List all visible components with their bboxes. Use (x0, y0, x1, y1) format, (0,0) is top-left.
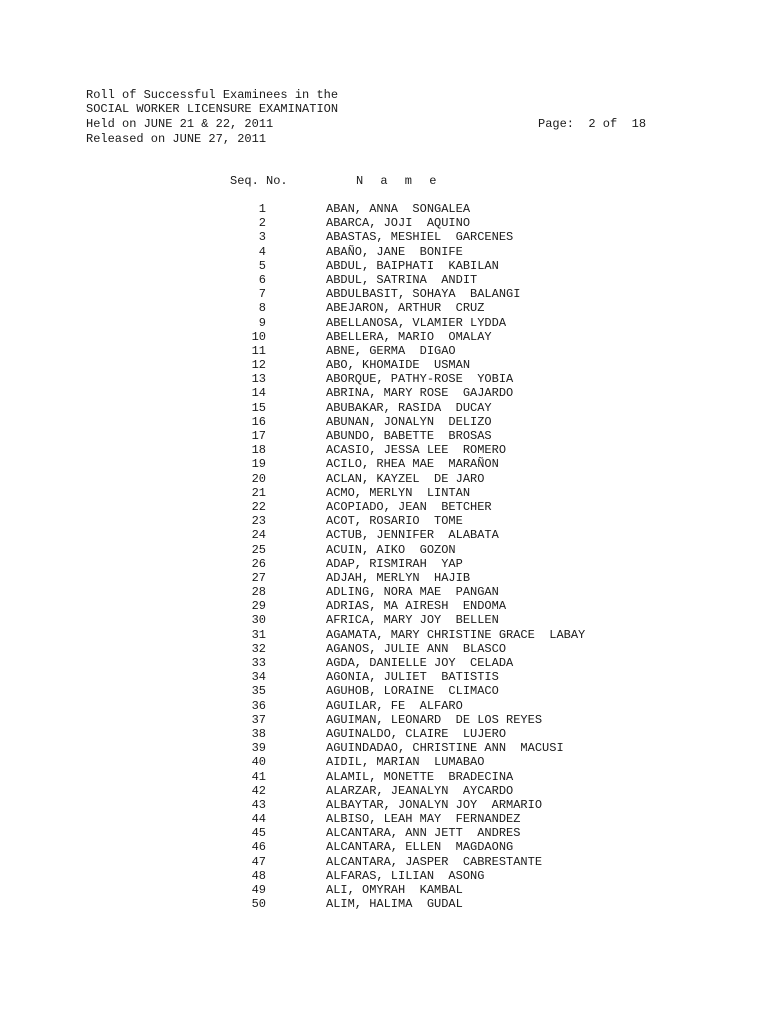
examinee-name: ACOPIADO, JEAN BETCHER (326, 499, 492, 514)
examinee-row (0, 202, 768, 216)
examinee-name: AGUHOB, LORAINE CLIMACO (326, 684, 499, 699)
seq-number: 5 (258, 258, 266, 273)
examinee-name: ALAMIL, MONETTE BRADECINA (326, 769, 514, 784)
seq-number: 24 (251, 528, 266, 543)
examinee-row (0, 869, 768, 883)
seq-number: 42 (251, 783, 266, 798)
examinee-name: ACILO, RHEA MAE MARAÑON (326, 457, 499, 472)
seq-number: 4 (258, 244, 266, 259)
seq-number: 49 (251, 883, 266, 897)
examinee-row (0, 571, 768, 585)
examinee-name: AGUIMAN, LEONARD DE LOS REYES (326, 712, 543, 727)
examinee-row (0, 245, 768, 259)
examinee-row (0, 840, 768, 854)
seq-number: 2 (258, 216, 266, 231)
seq-number: 26 (251, 556, 266, 571)
examinee-row (0, 656, 768, 670)
seq-number: 31 (251, 627, 266, 642)
examinee-name: ABUBAKAR, RASIDA DUCAY (326, 400, 492, 415)
examinee-row (0, 528, 768, 542)
examinee-row (0, 557, 768, 571)
examinee-name: ACASIO, JESSA LEE ROMERO (326, 443, 507, 458)
examinee-name: ABEJARON, ARTHUR CRUZ (326, 301, 485, 316)
examinee-row (0, 599, 768, 613)
release-date: Released on JUNE 27, 2011 (86, 132, 267, 146)
examinee-row (0, 741, 768, 755)
seq-number: 46 (251, 840, 266, 855)
seq-number: 15 (251, 400, 266, 415)
examinee-name: ABASTAS, MESHIEL GARCENES (326, 230, 514, 245)
examinee-row (0, 457, 768, 471)
examinee-row (0, 429, 768, 443)
examinee-row (0, 798, 768, 812)
examinee-row (0, 330, 768, 344)
examinee-row (0, 443, 768, 457)
examinee-row (0, 230, 768, 244)
examinee-name: ABDULBASIT, SOHAYA BALANGI (326, 287, 521, 302)
examinee-row (0, 472, 768, 486)
seq-number: 7 (258, 287, 266, 302)
examinee-row (0, 670, 768, 684)
examinee-name: ABELLANOSA, VLAMIER LYDDA (326, 315, 507, 330)
seq-number: 25 (251, 542, 266, 557)
examinee-name: ABAN, ANNA SONGALEA (326, 202, 471, 216)
page-indicator: Page: 2 of 18 (538, 117, 647, 131)
examinee-row (0, 301, 768, 315)
seq-number: 27 (251, 570, 266, 585)
examinee-row (0, 259, 768, 273)
examinee-row (0, 755, 768, 769)
seq-number: 22 (251, 499, 266, 514)
seq-number: 9 (258, 315, 266, 330)
examinee-row (0, 514, 768, 528)
examinee-row (0, 684, 768, 698)
seq-number: 39 (251, 741, 266, 756)
seq-number: 21 (251, 485, 266, 500)
exam-name: SOCIAL WORKER LICENSURE EXAMINATION (86, 102, 339, 116)
seq-number: 19 (251, 457, 266, 472)
seq-number: 20 (251, 471, 266, 486)
seq-number: 36 (251, 698, 266, 713)
examinee-row (0, 344, 768, 358)
examinee-row (0, 770, 768, 784)
seq-number: 28 (251, 585, 266, 600)
seq-number: 34 (251, 670, 266, 685)
seq-number: 29 (251, 599, 266, 614)
seq-number: 37 (251, 712, 266, 727)
examinee-row (0, 486, 768, 500)
examinee-name: ADJAH, MERLYN HAJIB (326, 570, 471, 585)
examinee-name: ALCANTARA, ELLEN MAGDAONG (326, 840, 514, 855)
seq-number: 10 (251, 329, 266, 344)
seq-number: 23 (251, 514, 266, 529)
seq-number: 17 (251, 429, 266, 443)
seq-number: 16 (251, 414, 266, 429)
examinee-name: ABAÑO, JANE BONIFE (326, 244, 463, 259)
examinee-name: ACTUB, JENNIFER ALABATA (326, 528, 499, 543)
examinee-name: ALFARAS, LILIAN ASONG (326, 868, 485, 883)
examinee-name: ADAP, RISMIRAH YAP (326, 556, 463, 571)
document-title-line: Roll of Successful Examinees in the (86, 88, 339, 102)
seq-number: 43 (251, 797, 266, 812)
examinee-list (0, 202, 768, 911)
name-column-header: N a m e (356, 174, 442, 188)
examinee-name: ALBAYTAR, JONALYN JOY ARMARIO (326, 797, 543, 812)
examinee-row (0, 883, 768, 897)
seq-number: 30 (251, 613, 266, 628)
seq-number: 38 (251, 726, 266, 741)
seq-number: 44 (251, 812, 266, 827)
examinee-name: AGUINALDO, CLAIRE LUJERO (326, 726, 507, 741)
examinee-name: AFRICA, MARY JOY BELLEN (326, 613, 499, 628)
examinee-row (0, 699, 768, 713)
examinee-name: ALIM, HALIMA GUDAL (326, 897, 463, 912)
examinee-name: AIDIL, MARIAN LUMABAO (326, 755, 485, 770)
examinee-row (0, 642, 768, 656)
examinee-name: ACMO, MERLYN LINTAN (326, 485, 471, 500)
examinee-row (0, 543, 768, 557)
examinee-name: ALI, OMYRAH KAMBAL (326, 883, 463, 897)
examinee-name: ACOT, ROSARIO TOME (326, 514, 463, 529)
examinee-name: ABNE, GERMA DIGAO (326, 343, 456, 358)
examinee-row (0, 358, 768, 372)
seq-number: 12 (251, 358, 266, 373)
examinee-row (0, 287, 768, 301)
examinee-name: AGANOS, JULIE ANN BLASCO (326, 641, 507, 656)
examinee-name: ALCANTARA, JASPER CABRESTANTE (326, 854, 543, 869)
examinee-row (0, 585, 768, 599)
seq-number: 33 (251, 656, 266, 670)
examinee-row (0, 897, 768, 911)
examinee-name: AGONIA, JULIET BATISTIS (326, 670, 499, 685)
seq-number: 3 (258, 230, 266, 245)
examinee-row (0, 372, 768, 386)
examinee-name: ABORQUE, PATHY-ROSE YOBIA (326, 372, 514, 387)
examinee-row (0, 713, 768, 727)
examinee-name: ALARZAR, JEANALYN AYCARDO (326, 783, 514, 798)
examinee-row (0, 855, 768, 869)
held-date: Held on JUNE 21 & 22, 2011 (86, 117, 274, 131)
seq-number: 1 (258, 202, 266, 216)
seq-number: 50 (251, 897, 266, 912)
seq-number: 11 (251, 343, 266, 358)
seq-number: 45 (251, 826, 266, 841)
seq-number: 48 (251, 868, 266, 883)
examinee-name: ALBISO, LEAH MAY FERNANDEZ (326, 812, 521, 827)
examinee-row (0, 415, 768, 429)
examinee-name: AGDA, DANIELLE JOY CELADA (326, 656, 514, 670)
seq-number: 14 (251, 386, 266, 401)
examinee-name: ABELLERA, MARIO OMALAY (326, 329, 492, 344)
examinee-row (0, 613, 768, 627)
examinee-row (0, 500, 768, 514)
examinee-row (0, 386, 768, 400)
examinee-row (0, 812, 768, 826)
examinee-row (0, 727, 768, 741)
examinee-name: ABARCA, JOJI AQUINO (326, 216, 471, 231)
seq-number: 47 (251, 854, 266, 869)
seq-number: 6 (258, 272, 266, 287)
examinee-name: ACUIN, AIKO GOZON (326, 542, 456, 557)
examinee-name: ADRIAS, MA AIRESH ENDOMA (326, 599, 507, 614)
examinee-name: ABUNAN, JONALYN DELIZO (326, 414, 492, 429)
examinee-name: AGAMATA, MARY CHRISTINE GRACE LABAY (326, 627, 586, 642)
examinee-name: ACLAN, KAYZEL DE JARO (326, 471, 485, 486)
examinee-name: ALCANTARA, ANN JETT ANDRES (326, 826, 521, 841)
examinee-name: ABO, KHOMAIDE USMAN (326, 358, 471, 373)
examinee-row (0, 316, 768, 330)
examinee-name: ABDUL, BAIPHATI KABILAN (326, 258, 499, 273)
examinee-name: ABUNDO, BABETTE BROSAS (326, 429, 492, 443)
examinee-row (0, 784, 768, 798)
examinee-name: ABDUL, SATRINA ANDIT (326, 272, 478, 287)
examinee-row (0, 216, 768, 230)
seq-number: 35 (251, 684, 266, 699)
examinee-name: AGUINDADAO, CHRISTINE ANN MACUSI (326, 741, 564, 756)
seq-number: 40 (251, 755, 266, 770)
examinee-row (0, 401, 768, 415)
seq-column-header: Seq. No. (230, 174, 288, 188)
seq-number: 41 (251, 769, 266, 784)
examinee-name: AGUILAR, FE ALFARO (326, 698, 463, 713)
examinee-row (0, 826, 768, 840)
examinee-name: ADLING, NORA MAE PANGAN (326, 585, 499, 600)
examinee-name: ABRINA, MARY ROSE GAJARDO (326, 386, 514, 401)
seq-number: 32 (251, 641, 266, 656)
examinee-row (0, 273, 768, 287)
seq-number: 13 (251, 372, 266, 387)
examinee-row (0, 628, 768, 642)
seq-number: 18 (251, 443, 266, 458)
seq-number: 8 (258, 301, 266, 316)
